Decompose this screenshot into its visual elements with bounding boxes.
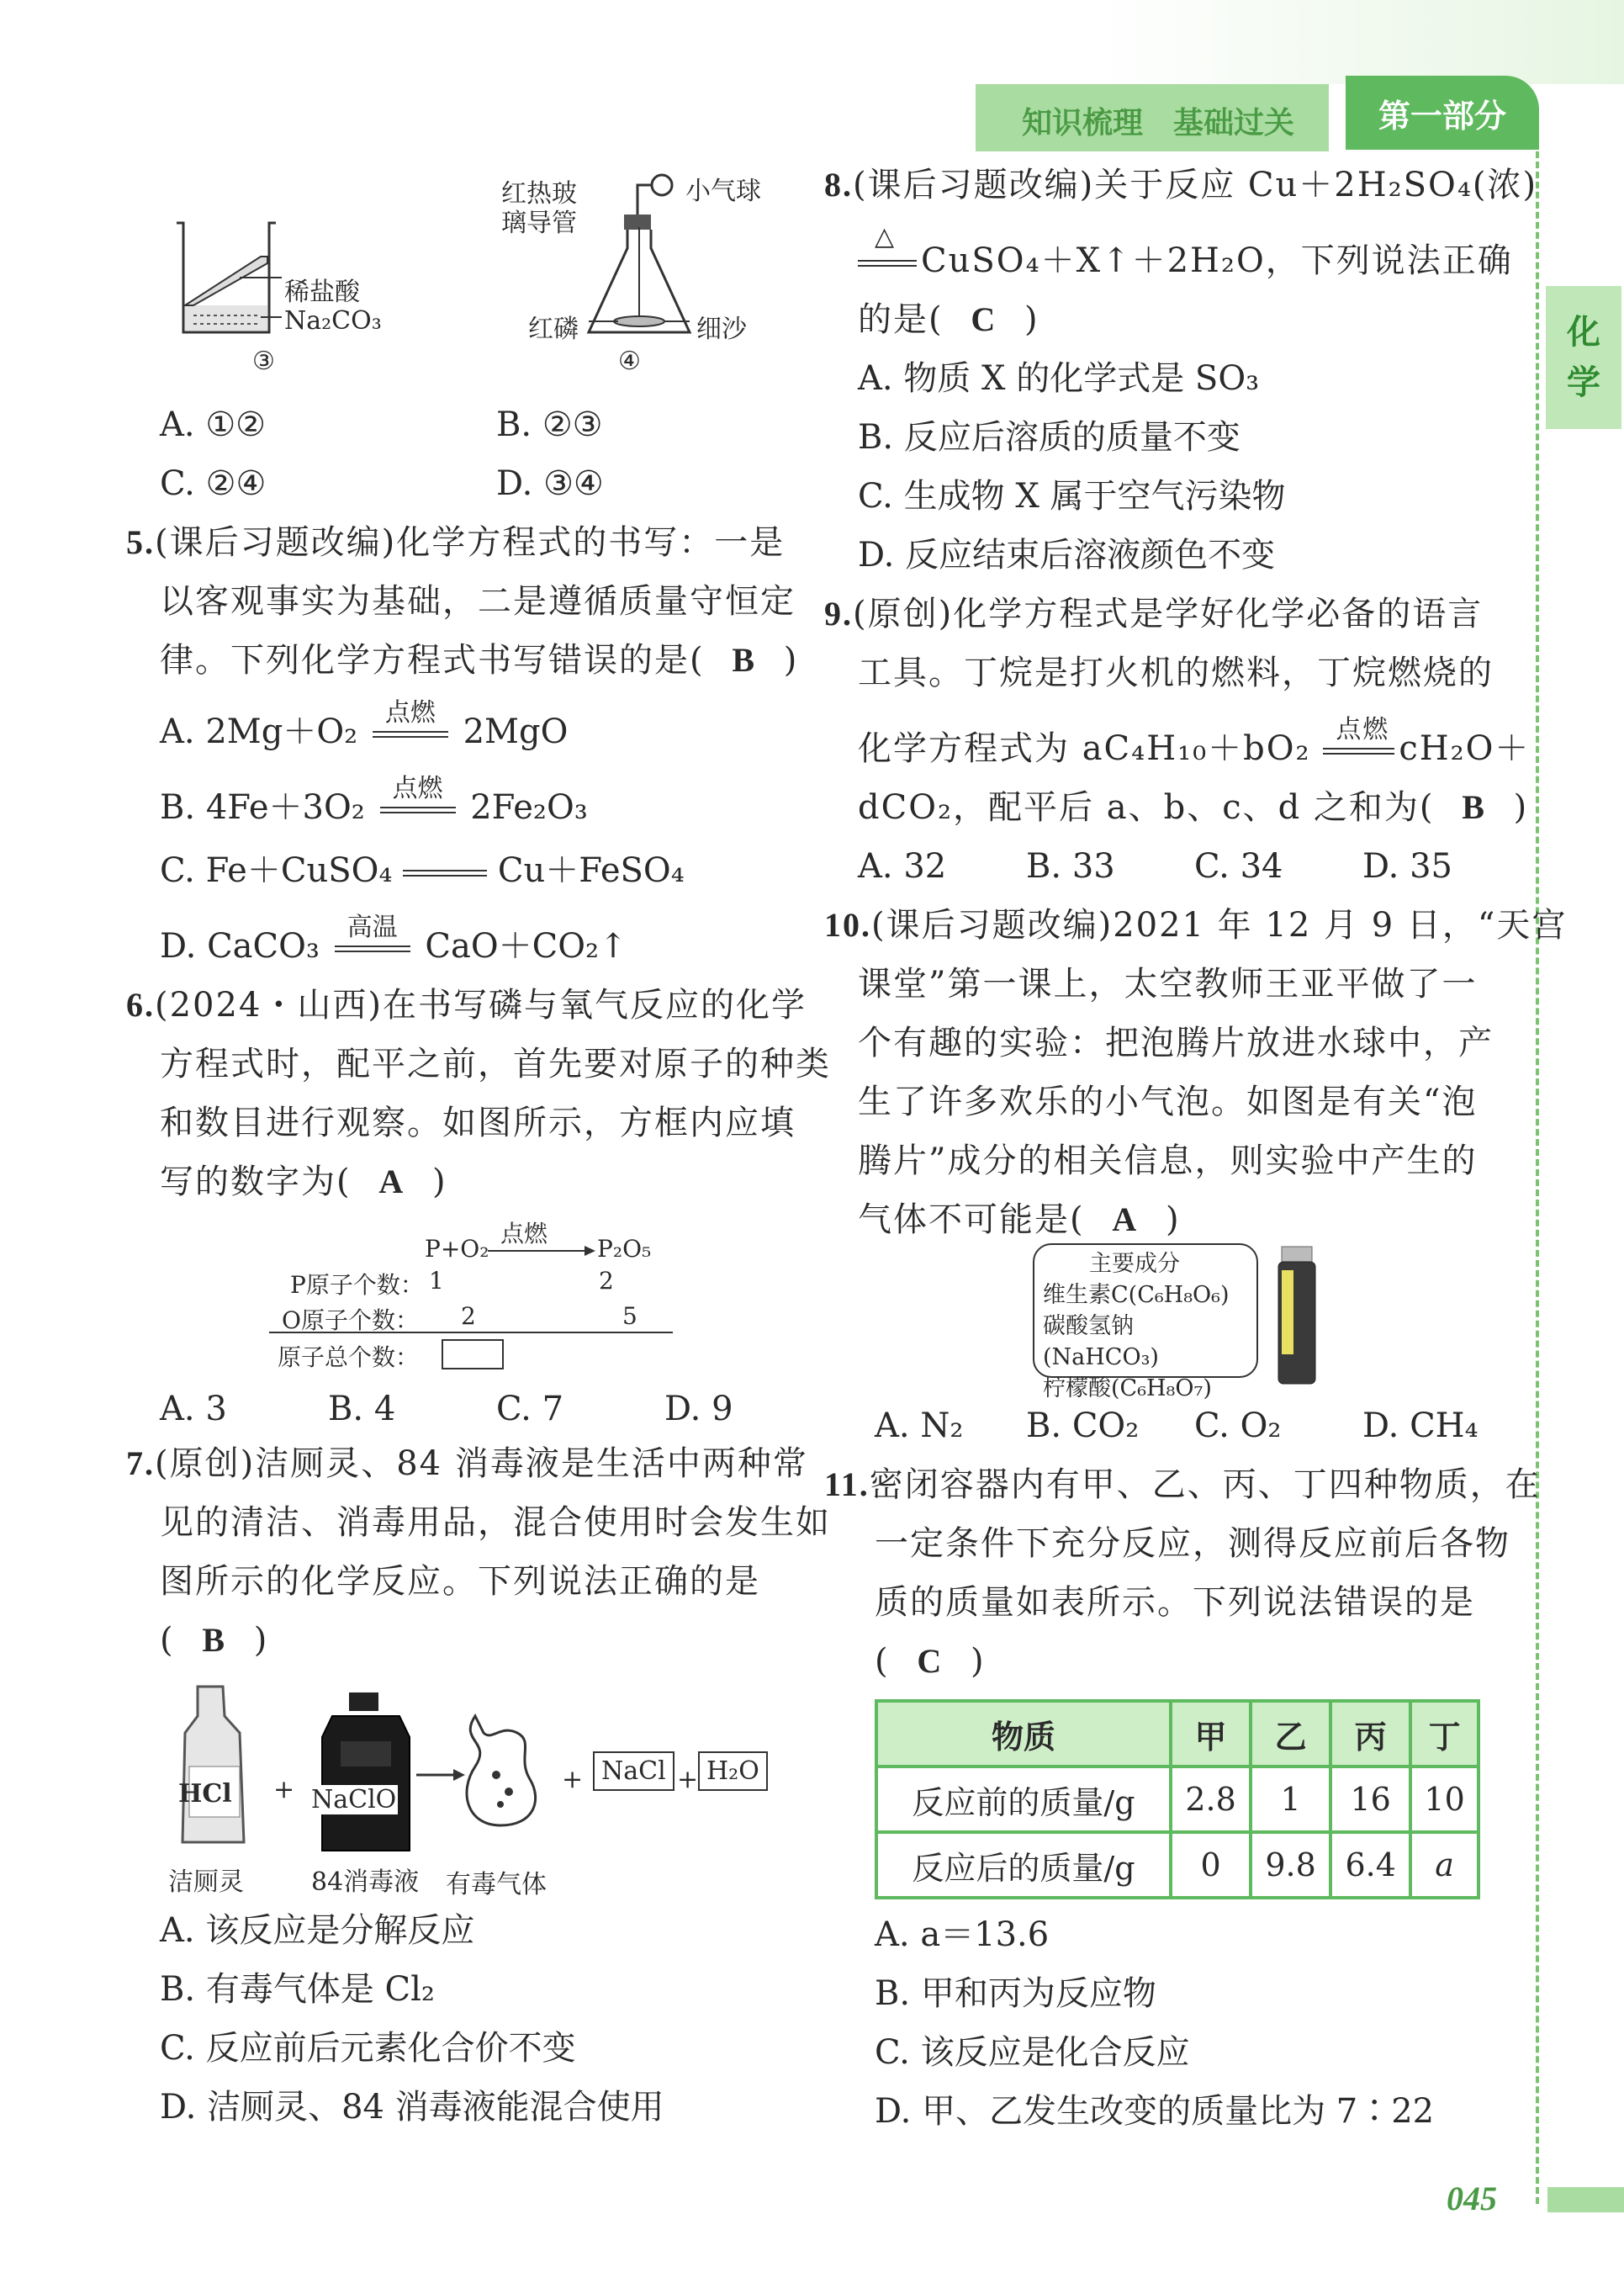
q10-effervescent-tube-icon [1270, 1245, 1320, 1388]
q5-answer: B [732, 641, 757, 679]
q5-optD-condition: 高温 [346, 913, 398, 942]
q8-answer: C [971, 300, 997, 338]
q9-option-d[interactable]: D. 35 [1362, 847, 1452, 886]
q6-row2-label: O原子个数： [282, 1306, 419, 1334]
header-leaf-decoration [1093, 0, 1624, 84]
q7-bottle1-caption: 洁厕灵 [168, 1867, 244, 1897]
q11-table-header [876, 1701, 1479, 1767]
q11-option-a[interactable]: A. a＝13.6 [875, 1915, 1050, 1954]
q4-option-c[interactable]: C. ②④ [160, 464, 267, 503]
figure-4-label-tube-2: 璃导管 [501, 209, 577, 238]
q6-close: ) [431, 1163, 447, 1201]
q7-plus-1: + [273, 1775, 295, 1804]
q4-option-d[interactable]: D. ③④ [496, 464, 604, 503]
q10-box-line-2: 碳酸氢钠(NaHCO₃) [1043, 1313, 1159, 1370]
question-11 [824, 1455, 1541, 1514]
table-cell: 2.8 [1171, 1767, 1251, 1832]
q10-line-2: 课堂”第一课上，太空教师王亚平做了一 [858, 965, 1478, 1004]
q8-line-1: (课后习题改编)关于反应 Cu＋2H₂SO₄(浓) [853, 166, 1538, 204]
table-cell: 反应后的质量/g [876, 1832, 1171, 1898]
q10-line-3: 个有趣的实验：把泡腾片放进水球中，产 [858, 1024, 1494, 1062]
question-8 [824, 156, 1537, 215]
q8-option-b[interactable]: B. 反应后溶质的质量不变 [858, 418, 1240, 457]
q11-close: ) [970, 1642, 986, 1681]
q7-line-2: 见的清洁、消毒用品，混合使用时会发生如 [160, 1503, 831, 1542]
q5-optD-right: CaO＋CO₂↑ [425, 927, 627, 966]
figure-4-label-phosphorus: 红磷 [528, 315, 579, 344]
q6-number: 6. [126, 986, 155, 1024]
q10-box-title: 主要成分 [1089, 1251, 1180, 1277]
q7-open: ( [160, 1621, 175, 1660]
table-header-cell: 丁 [1410, 1701, 1479, 1767]
q5-optB-right: 2Fe₂O₃ [470, 788, 588, 827]
question-10 [824, 896, 1567, 955]
q10-stem-end [858, 1190, 1181, 1249]
q7-answer: B [202, 1621, 227, 1659]
header-part-label: 第一部分 [1346, 76, 1539, 150]
q9-line-1: (原创)化学方程式是学好化学必备的语言 [853, 595, 1484, 633]
q5-optD-left: D. CaCO₃ [160, 927, 320, 966]
q6-row1-a: 1 [429, 1267, 444, 1295]
q9-close: ) [1513, 788, 1529, 827]
q4-option-a[interactable]: A. ①② [160, 405, 267, 444]
q6-line-2: 方程式时，配平之前，首先要对原子的种类 [160, 1045, 831, 1083]
q10-box-line-3: 柠檬酸(C₆H₈O₇) [1043, 1375, 1212, 1401]
q7-option-a[interactable]: A. 该反应是分解反应 [160, 1911, 475, 1950]
q7-option-c[interactable]: C. 反应前后元素化合价不变 [160, 2029, 576, 2068]
table-header-cell: 乙 [1251, 1701, 1330, 1767]
q7-option-d[interactable]: D. 洁厕灵、84 消毒液能混合使用 [160, 2088, 664, 2127]
q7-stem-end [160, 1611, 268, 1670]
q7-close: ) [253, 1621, 269, 1660]
q7-line-3: 图所示的化学反应。下列说法正确的是 [160, 1562, 760, 1601]
q9-number: 9. [824, 595, 853, 633]
q10-line-6: 气体不可能是( [858, 1200, 1085, 1239]
q7-bottle-disinfectant [315, 1691, 416, 1855]
q8-condition: △ [875, 222, 897, 252]
q10-answer: A [1112, 1200, 1139, 1238]
q5-optA-condition: 点燃 [384, 698, 436, 728]
q9-answer: B [1462, 788, 1486, 826]
q7-number: 7. [126, 1444, 155, 1482]
q10-option-b[interactable]: B. CO₂ [1026, 1406, 1140, 1445]
q6-answer: A [378, 1163, 405, 1200]
q9-line-3-wrap [858, 715, 1531, 778]
q5-line-3: 律。下列化学方程式书写错误的是( [160, 641, 705, 680]
side-tab-char-2: 学 [1567, 363, 1600, 402]
question-7 [126, 1434, 808, 1493]
q9-line-3-left: 化学方程式为 aC₄H₁₀＋bO₂ [858, 729, 1311, 768]
q6-stem-end [160, 1152, 447, 1211]
q7-bottle1-label: HCl [178, 1779, 232, 1809]
q10-box-line-1: 维生素C(C₆H₈O₆) [1043, 1282, 1230, 1308]
q11-option-d[interactable]: D. 甲、乙发生改变的质量比为 7∶22 [875, 2092, 1435, 2131]
q4-option-b[interactable]: B. ②③ [496, 405, 603, 444]
q8-line-2: CuSO₄＋X↑＋2H₂O，下列说法正确 [921, 241, 1513, 280]
q11-stem-end [875, 1632, 986, 1691]
q7-bottle2-label: NaClO [311, 1785, 397, 1814]
q10-line-5: 腾片”成分的相关信息，则实验中产生的 [858, 1142, 1478, 1180]
q9-stem-end [858, 778, 1528, 837]
q6-row2-a: 2 [461, 1302, 476, 1330]
q5-option-a[interactable] [160, 698, 569, 761]
q5-optB-left: B. 4Fe＋3O₂ [160, 788, 365, 827]
figure-3-caption: ③ [252, 347, 275, 376]
q6-fig-left: P+O₂ [425, 1235, 489, 1263]
q6-line-3: 和数目进行观察。如图所示，方框内应填 [160, 1104, 796, 1142]
q5-option-c[interactable] [160, 841, 685, 900]
q8-close: ) [1024, 300, 1039, 339]
q5-optA-left: A. 2Mg＋O₂ [160, 712, 358, 751]
q10-line-1: (课后习题改编)2021 年 12 月 9 日，“天宫 [871, 906, 1568, 945]
footer-bar [1547, 2187, 1624, 2212]
q5-optC-right: Cu＋FeSO₄ [497, 851, 685, 890]
q6-option-b[interactable]: B. 4 [328, 1390, 396, 1428]
q6-fig-divider [269, 1332, 673, 1333]
q8-line-2-wrap [858, 222, 1513, 290]
q6-fig-right: P₂O₅ [597, 1235, 652, 1263]
q7-bottle-toilet-cleaner [172, 1682, 257, 1851]
q5-stem-end [160, 631, 798, 690]
q6-option-d[interactable]: D. 9 [664, 1390, 733, 1428]
table-row [876, 1832, 1479, 1898]
table-cell: a [1410, 1832, 1479, 1898]
question-6 [126, 976, 807, 1035]
q5-optB-condition: 点燃 [392, 774, 443, 803]
q7-product-h2o: H₂O [698, 1751, 768, 1791]
table-header-cell: 物质 [876, 1701, 1171, 1767]
q7-gas-caption: 有毒气体 [446, 1870, 547, 1899]
figure-3-label-acid: 稀盐酸 [284, 278, 360, 307]
q5-close: ) [783, 641, 799, 680]
figure-3-label-na2co3: Na₂CO₃ [284, 306, 382, 336]
side-tab-char-1: 化 [1567, 313, 1600, 352]
q6-row1-label: P原子个数： [290, 1271, 424, 1299]
q11-mass-table [875, 1699, 1480, 1899]
q7-toxic-gas-icon [450, 1708, 551, 1842]
q6-row2-b: 5 [622, 1302, 637, 1330]
q6-row1-b: 2 [599, 1267, 614, 1295]
table-cell: 反应前的质量/g [876, 1767, 1171, 1832]
q9-option-b[interactable]: B. 33 [1026, 847, 1115, 886]
q9-line-3-right: cH₂O＋ [1399, 729, 1531, 768]
q7-plus-3: + [677, 1765, 699, 1794]
figure-4-label-tube-1: 红热玻 [501, 179, 577, 209]
q8-number: 8. [824, 166, 853, 204]
page-number: 045 [1447, 2180, 1497, 2217]
q10-number: 10. [824, 906, 871, 944]
q10-option-c[interactable]: C. O₂ [1194, 1406, 1282, 1445]
q5-number: 5. [126, 523, 155, 561]
q10-option-a[interactable]: A. N₂ [875, 1406, 964, 1445]
figure-4-caption: ④ [618, 347, 641, 376]
table-header-cell: 甲 [1171, 1701, 1251, 1767]
table-cell: 6.4 [1330, 1832, 1410, 1898]
q7-option-b[interactable]: B. 有毒气体是 Cl₂ [160, 1970, 435, 2009]
question-5 [126, 513, 799, 572]
q5-line-2: 以客观事实为基础，二是遵循质量守恒定 [160, 582, 796, 621]
q6-answer-box [442, 1339, 504, 1369]
figure-4-label-balloon: 小气球 [685, 177, 761, 206]
q5-optC-left: C. Fe＋CuSO₄ [160, 851, 393, 890]
q7-product-nacl: NaCl [593, 1751, 674, 1791]
table-cell: 10 [1410, 1767, 1479, 1832]
figure-4-label-sand: 细沙 [696, 315, 747, 344]
q11-line-1: 密闭容器内有甲、乙、丙、丁四种物质，在 [869, 1465, 1541, 1504]
margin-dashed-line [1536, 151, 1539, 2204]
q8-stem-end [858, 290, 1039, 349]
table-cell: 16 [1330, 1767, 1410, 1832]
q11-line-3: 质的质量如表所示。下列说法错误的是 [875, 1583, 1475, 1622]
q9-option-c[interactable]: C. 34 [1194, 847, 1283, 886]
q6-fig-condition: 点燃 [500, 1220, 548, 1247]
q5-option-b[interactable] [160, 774, 588, 837]
q10-close: ) [1165, 1200, 1181, 1239]
q5-optA-right: 2MgO [463, 712, 569, 751]
table-cell: 1 [1251, 1767, 1330, 1832]
q11-answer: C [917, 1642, 944, 1680]
q11-option-b[interactable]: B. 甲和丙为反应物 [875, 1974, 1156, 2013]
q10-ingredients-box [1033, 1243, 1258, 1401]
q6-option-a[interactable]: A. 3 [160, 1390, 227, 1428]
question-9 [824, 585, 1483, 644]
q11-number: 11. [824, 1465, 870, 1503]
table-cell: 0 [1171, 1832, 1251, 1898]
q10-option-d[interactable]: D. CH₄ [1362, 1406, 1479, 1445]
q8-option-a[interactable]: A. 物质 X 的化学式是 SO₃ [858, 359, 1260, 398]
table-row [876, 1767, 1479, 1832]
table-cell: 9.8 [1251, 1832, 1330, 1898]
q9-option-a[interactable]: A. 32 [858, 847, 947, 886]
q8-option-c[interactable]: C. 生成物 X 属于空气污染物 [858, 477, 1286, 516]
q9-line-2: 工具。丁烷是打火机的燃料，丁烷燃烧的 [858, 654, 1494, 692]
header-section-title: 知识梳理 基础过关 [1022, 106, 1295, 140]
q9-condition: 点燃 [1336, 715, 1390, 744]
q11-option-c[interactable]: C. 该反应是化合反应 [875, 2033, 1190, 2072]
q10-line-4: 生了许多欢乐的小气泡。如图是有关“泡 [858, 1083, 1478, 1121]
q6-line-4: 写的数字为( [160, 1163, 352, 1201]
subject-side-tab [1546, 286, 1621, 429]
q6-line-1: (2024・山西)在书写磷与氧气反应的化学 [155, 986, 807, 1025]
q5-line-1: (课后习题改编)化学方程式的书写：一是 [155, 523, 786, 562]
q7-line-1: (原创)洁厕灵、84 消毒液是生活中两种常 [155, 1444, 808, 1483]
q8-line-3: 的是( [858, 300, 944, 339]
q6-row3-label: 原子总个数： [278, 1343, 420, 1371]
q5-option-d[interactable] [160, 913, 627, 976]
q9-line-4: dCO₂，配平后 a、b、c、d 之和为( [858, 788, 1435, 827]
q6-fig-arrow [488, 1245, 597, 1257]
q11-line-2: 一定条件下充分反应，测得反应前后各物 [875, 1524, 1510, 1563]
q7-plus-2: + [562, 1765, 584, 1794]
table-header-cell: 丙 [1330, 1701, 1410, 1767]
q7-bottle2-caption: 84消毒液 [311, 1867, 420, 1897]
q8-option-d[interactable]: D. 反应结束后溶液颜色不变 [858, 536, 1276, 575]
q11-open: ( [875, 1642, 890, 1681]
q6-option-c[interactable]: C. 7 [496, 1390, 564, 1428]
